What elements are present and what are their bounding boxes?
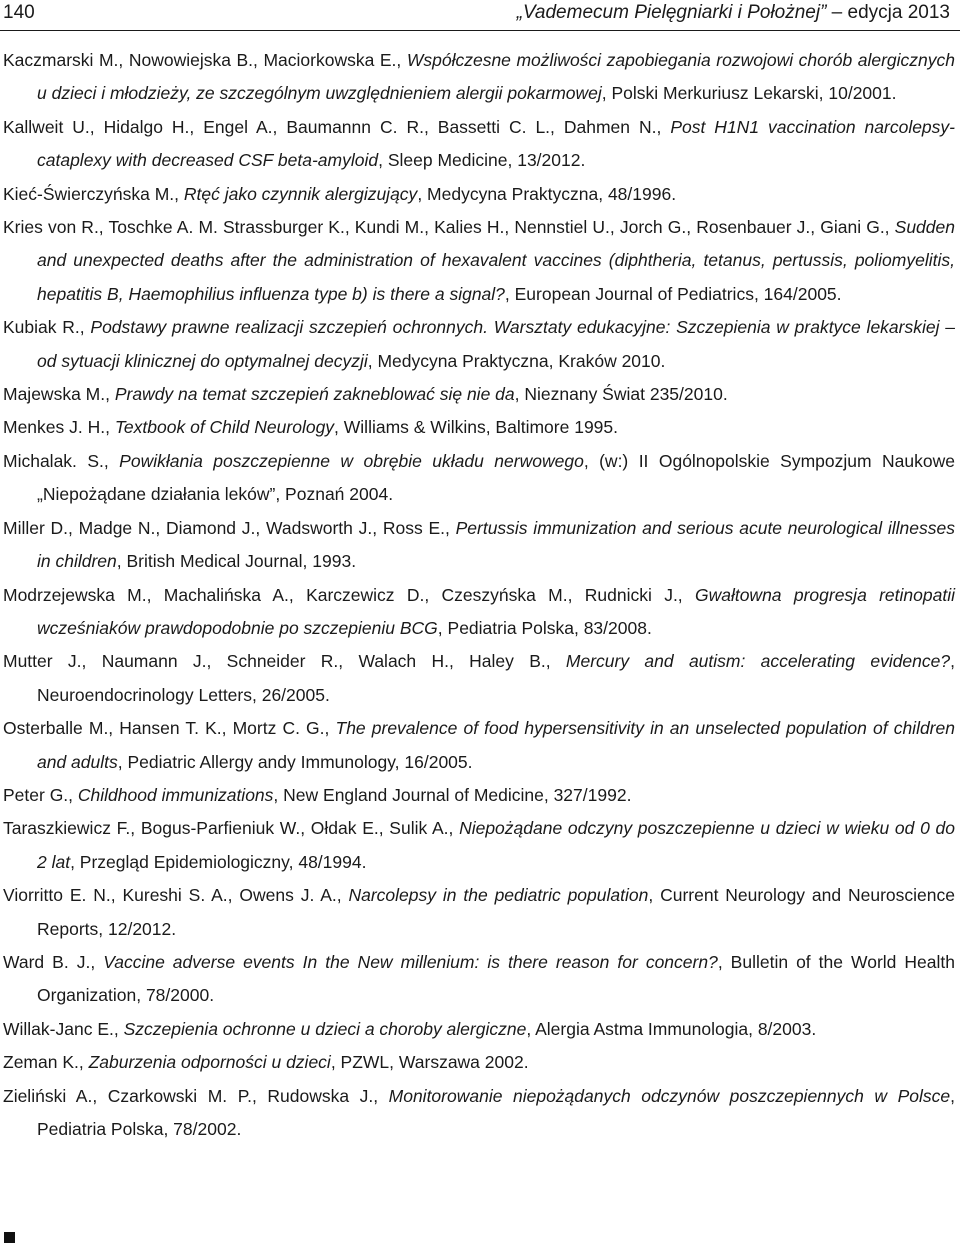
- ref-authors: Kubiak R.,: [3, 317, 91, 338]
- ref-title: Szczepienia ochronne u dzieci a choroby alergiczne: [123, 1018, 527, 1039]
- reference-item: [3, 178, 955, 211]
- reference-item: [3, 812, 955, 879]
- ref-authors: Modrzejewska M., Machalińska A., Karczewicz D., Czeszyńska M., Rudnicki J.,: [3, 584, 695, 605]
- ref-source: , Pediatria Polska, 78/2002.: [37, 1085, 955, 1139]
- ref-authors: Michalak. S.,: [3, 450, 120, 471]
- reference-item: [3, 211, 955, 311]
- ref-source: , European Journal of Pediatrics, 164/2005.: [504, 283, 842, 304]
- ref-source: , (w:) II Ogólnopolskie Sympozjum Naukowe „Niepożądane działania leków”, Poznań 2004.: [37, 450, 955, 505]
- ref-source: , Sleep Medicine, 13/2012.: [378, 150, 586, 171]
- reference-item: [3, 879, 955, 946]
- ref-title: Textbook of Child Neurology: [114, 417, 335, 438]
- ref-source: , Nieznany Świat 235/2010.: [514, 384, 728, 405]
- ref-source: , Medycyna Praktyczna, Kraków 2010.: [367, 350, 666, 371]
- header-rule: [0, 30, 960, 31]
- reference-item: [3, 311, 955, 378]
- running-title: [517, 0, 950, 26]
- ref-title: Vaccine adverse events In the New millenium: is there reason for concern?: [103, 951, 718, 972]
- ref-authors: Zeman K.,: [3, 1052, 89, 1073]
- reference-item: [3, 44, 955, 111]
- ref-authors: Menkes J. H.,: [3, 417, 115, 438]
- ref-title: Narcolepsy in the pediatric population: [348, 885, 649, 906]
- ref-authors: Majewska M.,: [3, 384, 115, 405]
- ref-authors: Viorritto E. N., Kureshi S. A., Owens J. A.,: [3, 885, 349, 906]
- ref-source: , Bulletin of the World Health Organization, 78/2000.: [37, 951, 955, 1006]
- ref-source: , New England Journal of Medicine, 327/1992.: [273, 784, 632, 805]
- ref-authors: Ward B. J.,: [3, 951, 104, 972]
- reference-list: [3, 44, 955, 1146]
- running-title-text: „Vademecum Pielęgniarki i Położnej”: [516, 2, 827, 23]
- reference-item: [3, 645, 955, 712]
- reference-item: [3, 579, 955, 646]
- ref-title: The prevalence of food hypersensitivity in an unselected population of children and adults: [37, 718, 955, 772]
- ref-title: Powikłania poszczepienne w obrębie układu nerwowego: [119, 450, 584, 471]
- reference-item: [3, 1046, 955, 1079]
- ref-authors: Osterballe M., Hansen T. K., Mortz C. G.,: [3, 718, 336, 739]
- reference-item: [3, 779, 955, 812]
- ref-source: , Current Neurology and Neuroscience Reports, 12/2012.: [37, 885, 955, 939]
- ref-title: Gwałtowna progresja retinopatii wcześniaków prawdopodobnie po szczepieniu BCG: [37, 584, 955, 638]
- reference-item: [3, 445, 955, 512]
- ref-authors: Kries von R., Toschke A. M. Strassburger K., Kundi M., Kalies H., Nennstiel U., Jorch G., Rosenbauer J., Giani G.,: [3, 217, 895, 238]
- page-header: [0, 0, 960, 30]
- reference-item: [3, 1013, 955, 1046]
- ref-source: , British Medical Journal, 1993.: [116, 551, 357, 572]
- ref-authors: Willak-Janc E.,: [3, 1018, 124, 1039]
- ref-source: , PZWL, Warszawa 2002.: [330, 1052, 529, 1073]
- ref-title: Niepożądane odczyny poszczepienne u dzieci w wieku od 0 do 2 lat: [37, 818, 955, 872]
- reference-item: [3, 512, 955, 579]
- ref-title: Mercury and autism: accelerating evidence?: [565, 651, 951, 672]
- reference-item: [3, 378, 955, 411]
- ref-authors: Taraszkiewicz F., Bogus-Parfieniuk W., Ołdak E., Sulik A.,: [3, 818, 460, 839]
- ref-title: Podstawy prawne realizacji szczepień ochronnych. Warsztaty edukacyjne: Szczepienia w praktyce lekarskiej – od sytuacji klinicznej do optymalnej decyzji: [37, 317, 955, 371]
- reference-item: [3, 111, 955, 178]
- ref-source: , Pediatric Allergy andy Immunology, 16/2005.: [117, 751, 473, 772]
- ref-title: Zaburzenia odporności u dzieci: [88, 1052, 331, 1073]
- running-title-edition: – edycja 2013: [826, 2, 950, 23]
- ref-title: Sudden and unexpected deaths after the administration of hexavalent vaccines (diphtheria, tetanus, pertussis, poliomyelitis, hepatitis B, Haemophilius influenza type b) is there a signal?: [37, 217, 955, 304]
- ref-authors: Kaczmarski M., Nowowiejska B., Maciorkowska E.,: [3, 50, 407, 70]
- ref-title: Childhood immunizations: [77, 784, 274, 805]
- ref-source: , Przegląd Epidemiologiczny, 48/1994.: [70, 851, 367, 872]
- ref-source: , Pediatria Polska, 83/2008.: [437, 617, 652, 638]
- ref-authors: Mutter J., Naumann J., Schneider R., Walach H., Haley B.,: [3, 651, 566, 672]
- ref-source: , Williams & Wilkins, Baltimore 1995.: [334, 417, 619, 438]
- ref-title: Monitorowanie niepożądanych odczynów poszczepiennych w Polsce: [388, 1085, 951, 1106]
- ref-authors: Peter G.,: [3, 784, 78, 805]
- ref-title: Pertussis immunization and serious acute neurological illnesses in children: [37, 517, 956, 572]
- ref-source: , Neuroendocrinology Letters, 26/2005.: [37, 651, 955, 705]
- ref-source: , Polski Merkuriusz Lekarski, 10/2001.: [601, 83, 897, 104]
- reference-item: [3, 946, 955, 1013]
- reference-item: [3, 411, 955, 444]
- ref-title: Współczesne możliwości zapobiegania rozwojowi chorób alergicznych u dzieci i młodzieży, ze szczególnym uwzględnieniem alergii pokarmowej: [37, 50, 955, 104]
- ref-title: Post H1N1 vaccination narcolepsy-cataplexy with decreased CSF beta-amyloid: [37, 116, 955, 171]
- reference-item: [3, 1080, 955, 1147]
- ref-title: Prawdy na temat szczepień zakneblować się nie da: [114, 384, 515, 405]
- page-number: 140: [3, 2, 35, 23]
- reference-item: [3, 712, 955, 779]
- ref-authors: Kallweit U., Hidalgo H., Engel A., Baumannn C. R., Bassetti C. L., Dahmen N.,: [3, 116, 671, 137]
- ref-authors: Kieć-Świerczyńska M.,: [3, 183, 184, 204]
- ref-title: Rtęć jako czynnik alergizujący: [183, 183, 418, 204]
- ref-source: , Alergia Astma Immunologia, 8/2003.: [526, 1018, 817, 1039]
- ref-source: , Medycyna Praktyczna, 48/1996.: [417, 183, 677, 204]
- end-marker-square: [4, 1232, 15, 1243]
- ref-authors: Zieliński A., Czarkowski M. P., Rudowska J.,: [3, 1085, 389, 1106]
- ref-authors: Miller D., Madge N., Diamond J., Wadsworth J., Ross E.,: [3, 517, 456, 538]
